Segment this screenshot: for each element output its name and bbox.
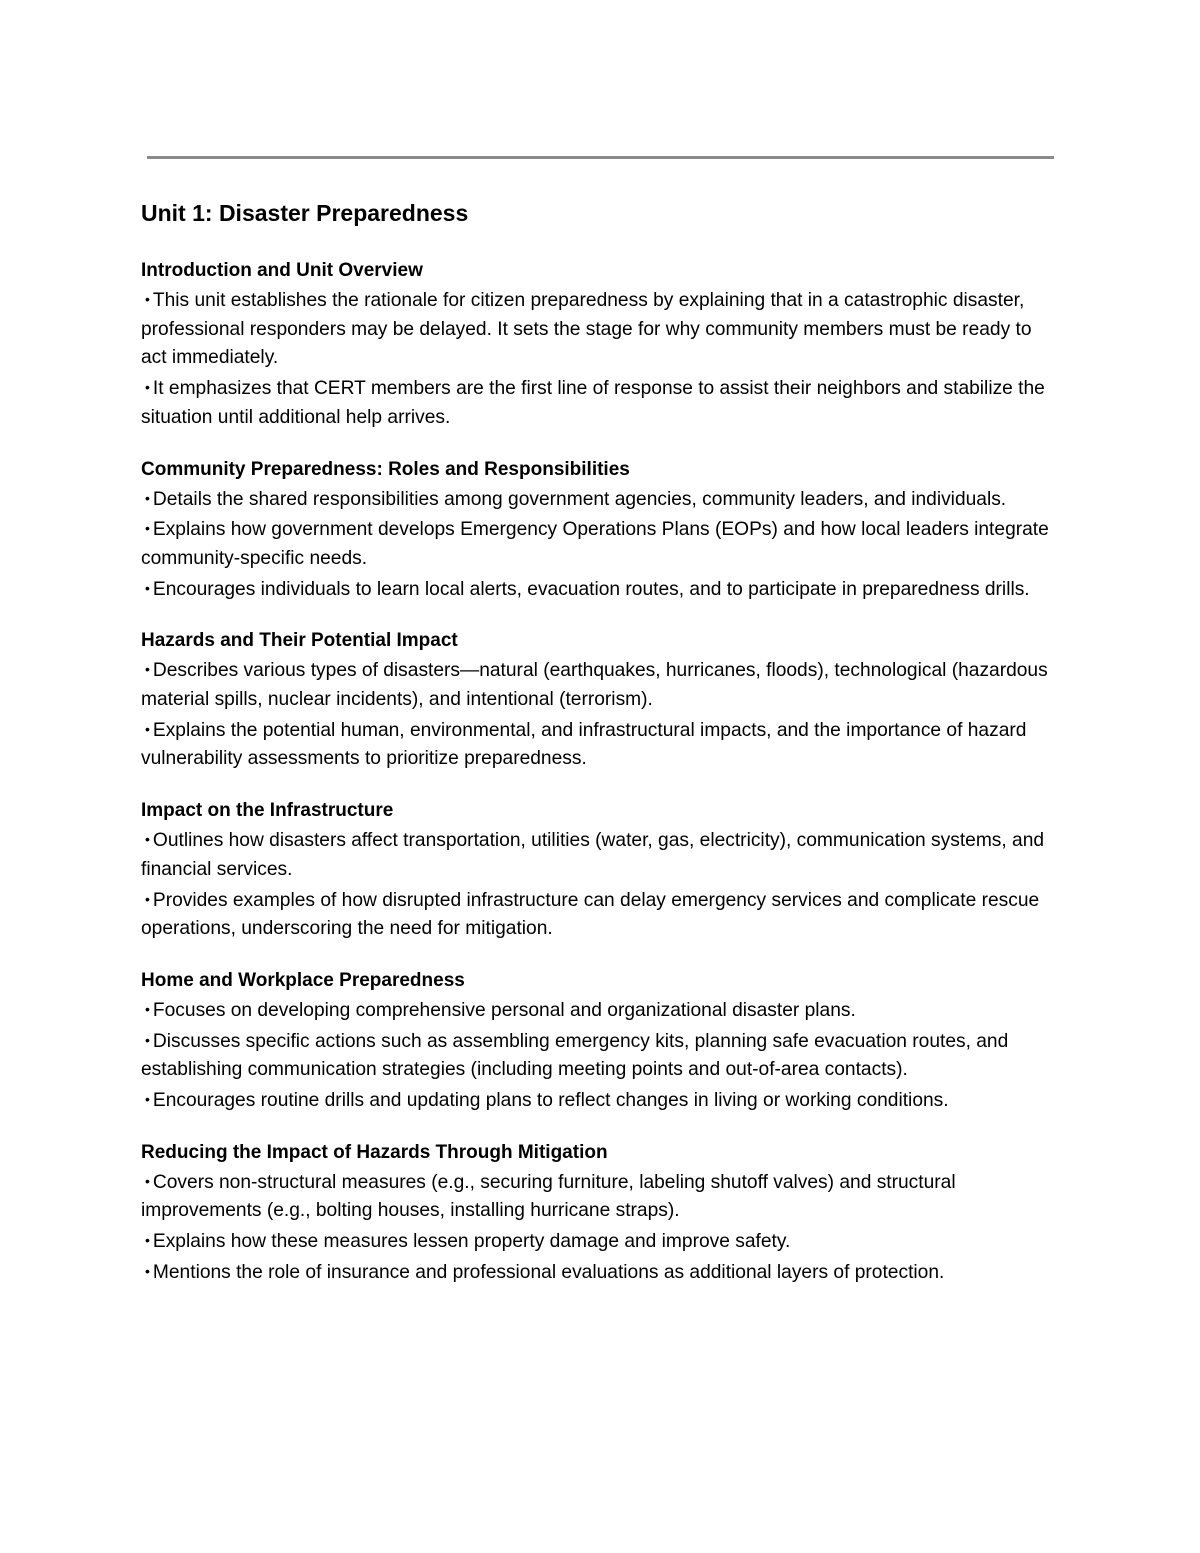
section-heading: Impact on the Infrastructure [141, 800, 394, 822]
document-body [141, 196, 1061, 1310]
bullet-icon: • [145, 1262, 150, 1279]
bullet-icon: • [145, 1232, 150, 1249]
list-item-text: Covers non-structural measures (e.g., securing furniture, labeling shutoff valves) and structural improvements (e.g., bolting houses, installing hurricane straps). [141, 1171, 956, 1222]
bullet-icon: • [145, 831, 150, 848]
list-item-text: This unit establishes the rationale for citizen preparedness by explaining that in a catastrophic disaster, professional responders may be delayed. It sets the stage for why community members must be ready to act immediately. [141, 290, 1032, 369]
bullet-icon: • [145, 1091, 150, 1108]
list-item [141, 285, 1061, 373]
bullet-icon: • [145, 661, 150, 678]
bullet-icon: • [145, 1000, 150, 1017]
bullet-icon: • [145, 1172, 150, 1189]
list-item-text: Describes various types of disasters—natural (earthquakes, hurricanes, floods), technological (hazardous material spills, nuclear incidents), and intentional (terrorism). [141, 660, 1048, 711]
section-hazards [141, 626, 1061, 774]
bullet-icon: • [145, 520, 150, 537]
bullet-icon: • [145, 720, 150, 737]
list-item [141, 825, 1061, 884]
section-community-preparedness [141, 455, 1061, 605]
list-item [141, 995, 1061, 1026]
section-heading: Home and Workplace Preparedness [141, 969, 465, 991]
list-item [141, 655, 1061, 714]
list-item [141, 1026, 1061, 1085]
list-item-text: Explains the potential human, environmental, and infrastructural impacts, and the importance of hazard vulnerability assessments to prioritize preparedness. [141, 719, 1027, 770]
bullet-icon: • [145, 579, 150, 596]
list-item [141, 715, 1061, 774]
list-item-text: Encourages individuals to learn local alerts, evacuation routes, and to participate in preparedness drills. [152, 578, 1030, 600]
list-item-text: Outlines how disasters affect transportation, utilities (water, gas, electricity), communication systems, and financial services. [141, 830, 1045, 880]
list-item [141, 885, 1061, 944]
list-item-text: Provides examples of how disrupted infrastructure can delay emergency services and complicate rescue operations, underscoring the need for mitigation. [141, 889, 1040, 940]
list-item [141, 1167, 1061, 1226]
bullet-icon: • [145, 890, 150, 907]
section-home-workplace [141, 966, 1061, 1116]
section-heading: Introduction and Unit Overview [141, 260, 423, 281]
list-item [141, 514, 1061, 573]
list-item-text: Mentions the role of insurance and professional evaluations as additional layers of protection. [152, 1261, 945, 1283]
section-heading: Community Preparedness: Roles and Responsibilities [141, 458, 630, 480]
list-item-text: It emphasizes that CERT members are the first line of response to assist their neighbors and stabilize the situation until additional help arrives. [141, 378, 1045, 428]
list-item [141, 484, 1061, 515]
section-mitigation [141, 1138, 1061, 1288]
page-title: Unit 1: Disaster Preparedness [141, 200, 469, 226]
bullet-icon: • [145, 379, 150, 396]
list-item [141, 1226, 1061, 1257]
horizontal-rule [147, 156, 1054, 159]
list-item-text: Encourages routine drills and updating plans to reflect changes in living or working conditions. [152, 1090, 949, 1112]
list-item [141, 1085, 1061, 1116]
list-item-text: Discusses specific actions such as assembling emergency kits, planning safe evacuation routes, and establishing communication strategies (including meeting points and out-of-area contacts). [141, 1030, 1009, 1081]
section-introduction [141, 256, 1061, 433]
list-item-text: Explains how government develops Emergency Operations Plans (EOPs) and how local leaders integrate community-specific needs. [141, 519, 1049, 569]
bullet-icon: • [145, 489, 150, 506]
list-item-text: Focuses on developing comprehensive personal and organizational disaster plans. [152, 999, 856, 1021]
list-item [141, 1257, 1061, 1288]
section-heading: Hazards and Their Potential Impact [141, 630, 458, 652]
list-item-text: Details the shared responsibilities among government agencies, community leaders, and individuals. [152, 488, 1007, 510]
section-heading: Reducing the Impact of Hazards Through Mitigation [141, 1141, 608, 1163]
list-item-text: Explains how these measures lessen property damage and improve safety. [152, 1231, 791, 1253]
bullet-icon: • [145, 291, 150, 307]
section-infrastructure [141, 796, 1061, 944]
bullet-icon: • [145, 1031, 150, 1048]
list-item [141, 373, 1061, 432]
list-item [141, 574, 1061, 605]
